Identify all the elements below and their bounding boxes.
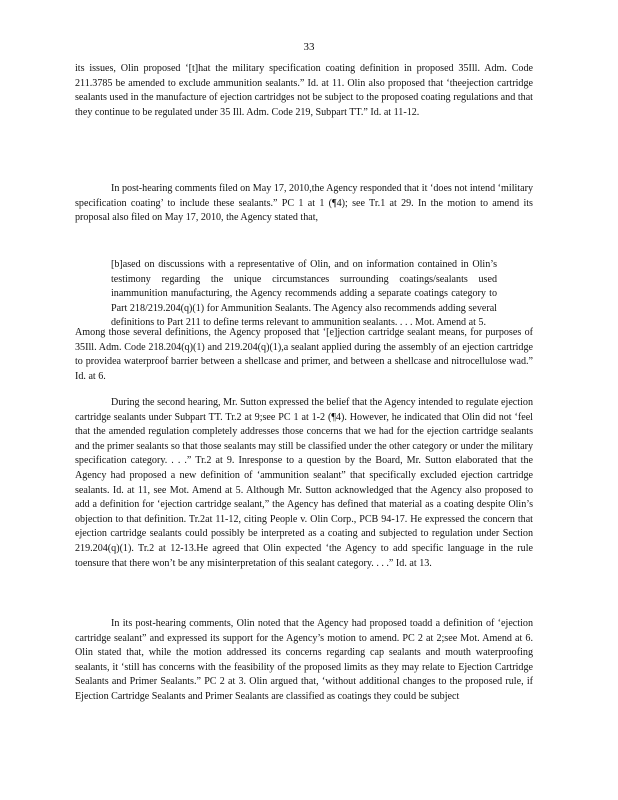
paragraph-post-hearing: In its post-hearing comments, Olin noted that the Agency had proposed toadd a definition of ‘ejection cartridge sealant” and expressed its support for the Agency’s motion to amend. PC 2 at 2;see Mot. Amend at 6. Olin stated that, while the motion addressed its concerns regarding cap sealants and mouth waterproofing sealants, it ‘still has concerns with the feasibility of the proposed limits as they may relate to Ejection Cartridge Sealants and Primer Sealants.” PC 2 at 3. Olin argued that, ‘without additional changes to the proposed rule, if Ejection Cartridge Sealants and Primer Sealants are classified as coatings they could be subject — [75, 618, 533, 702]
paragraph-olin-issues: its issues, Olin proposed ‘[t]hat the military specification coating definition in proposed 35Ill. Adm. Code 211.3785 be amended to exclude ammunition sealants.” Id. at 11. Olin also proposed that ‘theejection cartridge sealants used in the manufacture of ejection cartridges not be subject to the proposed coating regulations and that they continue to be regulated under 35 Ill. Adm. Code 219, Subpart TT.” Id. at 11-12. — [75, 63, 533, 118]
page-number: 33 — [303, 41, 315, 53]
paragraph-definitions: Among those several definitions, the Agency proposed that ‘[e]jection cartridge sealant means, for purposes of 35Ill. Adm. Code 218.204(q)(1) and 219.204(q)(1),a sealant applied during the assembly of an ejection cartridge to providea waterproof barrier between a shellcase and primer, and between a shellcase and nitrocellulose wad.” Id. at 6. — [75, 327, 533, 382]
paragraph-second-hearing: During the second hearing, Mr. Sutton expressed the belief that the Agency intended to regulate ejection cartridge sealants under Subpart TT. Tr.2 at 9;see PC 1 at 1-2 (¶4). However, he indicated that Olin did not ‘feel that the amended regulation completely addresses those concerns that we had for the ejection cartridge sealants and the primer sealants so that those sealants may still be classified under the other category or under the military specification category. . . .” Tr.2 at 9. Inresponse to a question by the Board, Mr. Sutton elaborated that the Agency had proposed a new definition of ‘ammunition sealant” that specifically excluded ejection cartridge sealants. Id. at 11, see Mot. Amend at 5. Although Mr. Sutton acknowledged that the Agency also proposed to add a definition for ‘ejection cartridge sealant,” the Agency has defined that material as a coating despite Olin’s objection to that definition. Tr.2at 11-12, citing People v. Olin Corp., PCB 94-17. He expressed the concern that ejection cartridge sealants could possibly be interpreted as a coating and subjected to regulation under Section 219.204(q)(1). Tr.2 at 12-13.He agreed that Olin expected ‘the Agency to add specific language in the rule toensure that there won’t be any misinterpretation of this sealant category. . . .” Id. at 13. — [75, 397, 533, 569]
paragraph-agency-response: In post-hearing comments filed on May 17, 2010,the Agency responded that it ‘does not intend ‘military specification coating’ to include these sealants.” PC 1 at 1 (¶4); see Tr.1 at 29. In the motion to amend its proposal also filed on May 17, 2010, the Agency stated that, — [75, 183, 533, 224]
block-quote-agency: [b]ased on discussions with a representative of Olin, and on information contained in Olin’s testimony regarding the unique circumstances surrounding coatings/sealants used inammunition manufacturing, the Agency recommends adding a separate coatings category to Part 218/219.204(q)(1) for Ammunition Sealants. The Agency also recommends adding several definitions to Part 211 to define terms relevant to ammunition sealants. . . . Mot. Amend at 5. — [111, 259, 497, 329]
